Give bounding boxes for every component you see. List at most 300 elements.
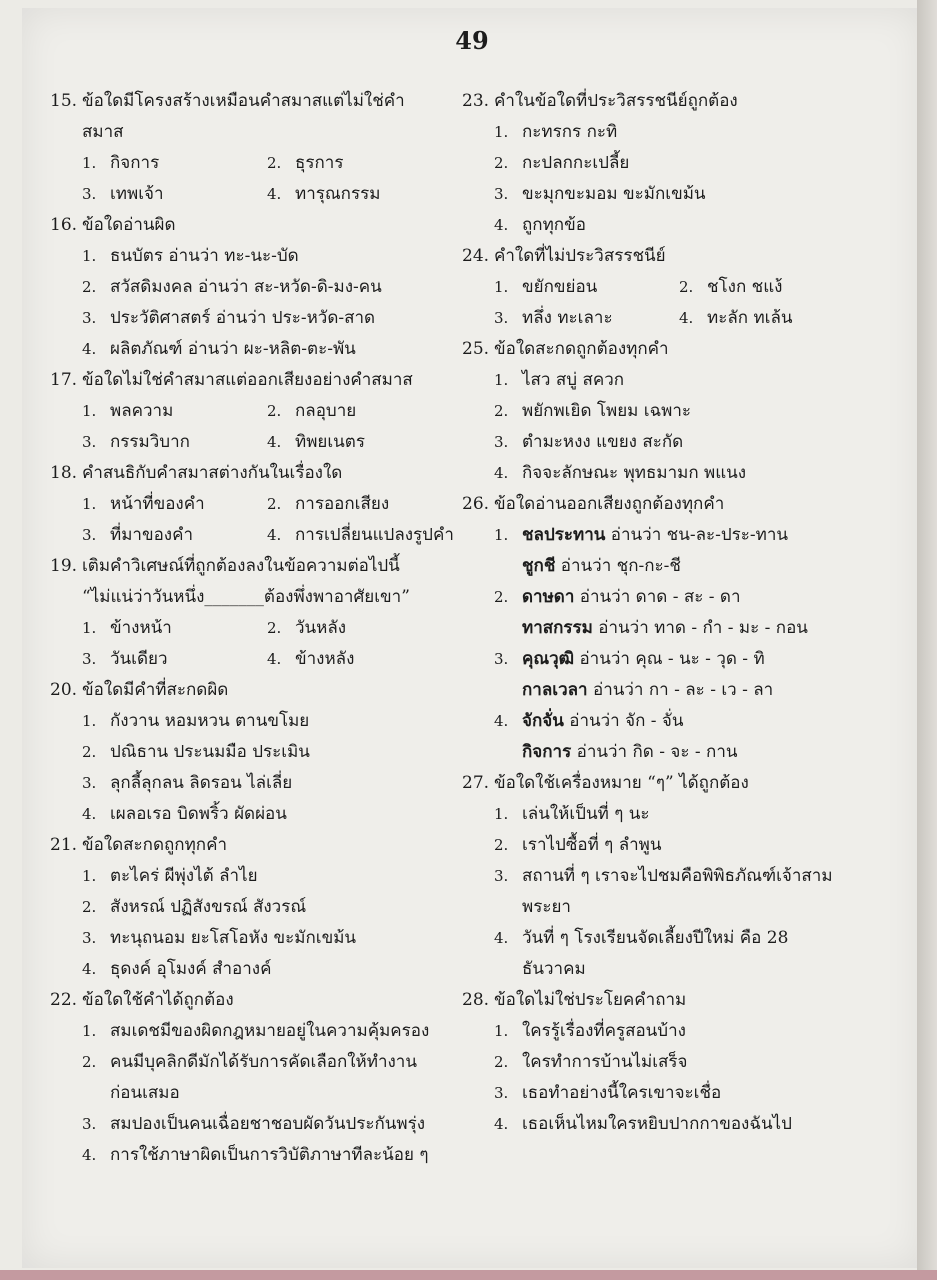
option-line: [494, 799, 872, 830]
option-text: สถานที่ ๆ เราจะไปชมคือพิพิธภัณฑ์เจ้าสาม: [522, 866, 833, 886]
option-line: [494, 861, 872, 892]
answer-option: [82, 1140, 470, 1171]
option-text: ชลประทาน อ่านว่า ชน-ละ-ประ-ทาน: [522, 525, 789, 545]
option-number: 3.: [494, 433, 509, 451]
option-line: [267, 427, 470, 458]
option-line: [494, 582, 872, 613]
option-line: [267, 489, 470, 520]
option-line: [494, 706, 872, 737]
answer-options: [462, 365, 872, 489]
question-line: [462, 334, 872, 365]
page-edge: [917, 0, 937, 1280]
option-number: 2.: [82, 278, 97, 296]
question-line: [462, 241, 872, 272]
answer-options: [50, 706, 470, 830]
option-line: [82, 241, 470, 272]
option-line: [82, 644, 267, 675]
answer-option: [82, 613, 267, 644]
option-text: พยักพเยิด โพยม เฉพาะ: [522, 401, 692, 421]
option-number: 1.: [494, 278, 509, 296]
option-number: 2.: [679, 278, 694, 296]
option-number: 3.: [82, 309, 97, 327]
option-number: 2.: [494, 836, 509, 854]
answer-options: [50, 861, 470, 985]
option-line: [494, 303, 679, 334]
question-line: [462, 86, 872, 117]
question-text: ข้อใดสะกดถูกทุกคำ: [82, 835, 228, 855]
question-number: 28.: [462, 990, 490, 1010]
answer-option: [267, 179, 470, 210]
option-number: 1.: [494, 123, 509, 141]
answer-options: [50, 396, 470, 458]
option-line: [267, 148, 470, 179]
question-text: ข้อใดอ่านผิด: [82, 215, 176, 235]
question-line: [50, 830, 470, 861]
option-number: 2.: [494, 402, 509, 420]
option-number: 4.: [267, 433, 282, 451]
option-number: 1.: [494, 371, 509, 389]
option-text: คุณวุฒิ อ่านว่า คุณ - นะ - วุด - ทิ: [522, 649, 765, 669]
answer-options: [50, 489, 470, 551]
question-text: ข้อใดใช้คำได้ถูกต้อง: [82, 990, 234, 1010]
question-number: 15.: [50, 91, 78, 111]
answer-option: [267, 644, 470, 675]
option-text: กังวาน หอมหวน ตานขโมย: [110, 711, 310, 731]
answer-option: [494, 830, 872, 861]
option-line: [82, 923, 470, 954]
option-number: 1.: [82, 1022, 97, 1040]
question-text: ข้อใดสะกดถูกต้องทุกคำ: [494, 339, 669, 359]
option-number: 2.: [267, 495, 282, 513]
answer-option: [494, 303, 679, 334]
option-text: ที่มาของคำ: [110, 525, 194, 545]
question-line: [50, 985, 470, 1016]
question-line: [50, 551, 470, 582]
option-line: [82, 179, 267, 210]
question-line: [50, 210, 470, 241]
option-number: 2.: [494, 1053, 509, 1071]
option-line: [82, 799, 470, 830]
question-text: เติมคำวิเศษณ์ที่ถูกต้องลงในข้อความต่อไปนี้: [82, 556, 400, 576]
option-text: ธุดงค์ อุโมงค์ สำอางค์: [110, 959, 272, 979]
option-text: ข้างหน้า: [110, 618, 172, 638]
option-text-continued: ก่อนเสมอ: [110, 1083, 180, 1103]
option-number: 3.: [82, 433, 97, 451]
option-line: [82, 954, 470, 985]
answer-option: [82, 334, 470, 365]
option-text: ปณิธาน ประนมมือ ประเมิน: [110, 742, 310, 762]
question-text: ข้อใดมีโครงสร้างเหมือนคำสมาสแต่ไม่ใช่คำ: [82, 91, 405, 111]
option-text: กิจการ: [110, 153, 160, 173]
question: [50, 365, 470, 458]
answer-option: [494, 272, 679, 303]
option-text-continued: ธันวาคม: [522, 959, 586, 979]
answer-option: [82, 489, 267, 520]
option-text: วันที่ ๆ โรงเรียนจัดเลี้ยงปีใหม่ คือ 28: [522, 928, 789, 948]
question-text: คำในข้อใดที่ประวิสรรชนีย์ถูกต้อง: [494, 91, 738, 111]
option-word: กาลเวลา: [522, 680, 588, 700]
option-text: ขยักขย่อน: [522, 277, 598, 297]
option-line: [82, 706, 470, 737]
option-number: 3.: [494, 309, 509, 327]
answer-option: [494, 458, 872, 489]
answer-option: [82, 241, 470, 272]
option-line: [679, 272, 872, 303]
answer-option: [267, 396, 470, 427]
option-line: [494, 365, 872, 396]
option-text-continued: กาลเวลา อ่านว่า กา - ละ - เว - ลา: [522, 680, 774, 700]
option-word: ชลประทาน: [522, 525, 606, 545]
option-line: [82, 334, 470, 365]
question-line: [50, 458, 470, 489]
answer-option: [82, 1047, 470, 1109]
question: [462, 241, 872, 334]
question-text: ข้อใดไม่ใช่คำสมาสแต่ออกเสียงอย่างคำสมาส: [82, 370, 413, 390]
answer-option: [82, 1109, 470, 1140]
question-text: คำใดที่ไม่ประวิสรรชนีย์: [494, 246, 666, 266]
option-text: หน้าที่ของคำ: [110, 494, 205, 514]
question-text: ข้อใดมีคำที่สะกดผิด: [82, 680, 229, 700]
book-page: [22, 8, 922, 1268]
option-line: [82, 303, 470, 334]
question-line: [462, 985, 872, 1016]
option-text: วันหลัง: [295, 618, 347, 638]
left-column: [50, 86, 470, 1171]
option-text: ธนบัตร อ่านว่า ทะ-นะ-บัด: [110, 246, 299, 266]
question-number: 16.: [50, 215, 78, 235]
option-text: ทารุณกรรม: [295, 184, 381, 204]
option-line: [494, 272, 679, 303]
option-number: 4.: [267, 185, 282, 203]
option-number: 1.: [82, 402, 97, 420]
option-line: [494, 210, 872, 241]
answer-option: [267, 489, 470, 520]
option-number: 4.: [494, 464, 509, 482]
option-line: [82, 737, 470, 768]
option-text-continued: กิจการ อ่านว่า กิด - จะ - กาน: [522, 742, 738, 762]
answer-option: [494, 1016, 872, 1047]
option-text: กิจจะลักษณะ พุทธมามก พแนง: [522, 463, 747, 483]
option-text: ไสว สบู่ สควก: [522, 370, 625, 390]
option-text: ตำมะหงง แขยง สะกัด: [522, 432, 684, 452]
option-line: [82, 1016, 470, 1047]
option-number: 4.: [494, 712, 509, 730]
page-number: 49: [455, 26, 489, 55]
option-number: 3.: [494, 867, 509, 885]
option-text: การออกเสียง: [295, 494, 390, 514]
question-text-continued: สมาส: [82, 122, 124, 142]
option-number: 3.: [82, 526, 97, 544]
option-text: ใครทำการบ้านไม่เสร็จ: [522, 1052, 688, 1072]
answer-option: [82, 706, 470, 737]
option-text: ผลิตภัณฑ์ อ่านว่า ผะ-หลิต-ตะ-พัน: [110, 339, 356, 359]
option-line: [494, 1078, 872, 1109]
question-line: [462, 768, 872, 799]
answer-options: [50, 148, 470, 210]
answer-option: [267, 148, 470, 179]
option-number: 1.: [82, 867, 97, 885]
option-text-continued: พระยา: [522, 897, 571, 917]
option-line: [82, 272, 470, 303]
option-text: กะทรกร กะทิ: [522, 122, 618, 142]
answer-options: [462, 117, 872, 241]
option-number: 2.: [267, 619, 282, 637]
answer-option: [82, 892, 470, 923]
option-word: กิจการ: [522, 742, 572, 762]
question-number: 21.: [50, 835, 78, 855]
option-line: [82, 520, 267, 551]
answer-option: [494, 365, 872, 396]
option-number: 2.: [82, 1053, 97, 1071]
answer-option: [82, 148, 267, 179]
option-number: 1.: [494, 526, 509, 544]
option-line: [494, 1047, 872, 1078]
question-text: คำสนธิกับคำสมาสต่างกันในเรื่องใด: [82, 463, 343, 483]
option-line: [494, 520, 872, 551]
answer-options: [50, 1016, 470, 1171]
option-number: 2.: [267, 154, 282, 172]
option-line: [82, 1109, 470, 1140]
question-number: 24.: [462, 246, 490, 266]
question: [462, 334, 872, 489]
option-text: กลอุบาย: [295, 401, 357, 421]
option-word: ดาษดา: [522, 587, 575, 607]
option-number: 4.: [679, 309, 694, 327]
question: [462, 86, 872, 241]
option-text: ข้างหลัง: [295, 649, 355, 669]
question: [50, 458, 470, 551]
question: [50, 551, 470, 675]
option-number: 3.: [82, 1115, 97, 1133]
option-text: กรรมวิบาก: [110, 432, 190, 452]
option-word: ชูกชี: [522, 556, 556, 576]
page-bottom-edge: [0, 1270, 937, 1280]
question-number: 19.: [50, 556, 78, 576]
answer-option: [82, 799, 470, 830]
option-number: 1.: [494, 805, 509, 823]
answer-option: [494, 396, 872, 427]
answer-option: [494, 1078, 872, 1109]
answer-options: [50, 241, 470, 365]
answer-option: [82, 427, 267, 458]
question: [50, 830, 470, 985]
option-number: 1.: [82, 619, 97, 637]
option-text: เผลอเรอ บิดพริ้ว ผัดผ่อน: [110, 804, 287, 824]
right-column: [462, 86, 872, 1140]
question-number: 23.: [462, 91, 490, 111]
option-number: 3.: [82, 650, 97, 668]
option-line: [494, 396, 872, 427]
answer-options: [50, 613, 470, 675]
answer-options: [462, 1016, 872, 1140]
question: [50, 985, 470, 1171]
answer-option: [82, 1016, 470, 1047]
option-number: 3.: [82, 185, 97, 203]
option-text: สมเดชมีของผิดกฎหมายอยู่ในความคุ้มครอง: [110, 1021, 430, 1041]
option-number: 2.: [82, 898, 97, 916]
option-number: 4.: [494, 929, 509, 947]
option-number: 1.: [82, 712, 97, 730]
option-text: เล่นให้เป็นที่ ๆ นะ: [522, 804, 650, 824]
question: [462, 985, 872, 1140]
option-number: 1.: [82, 247, 97, 265]
option-line: [82, 396, 267, 427]
option-number: 3.: [494, 650, 509, 668]
answer-option: [494, 706, 872, 768]
option-line: [82, 861, 470, 892]
option-line: [494, 830, 872, 861]
option-text: พลความ: [110, 401, 174, 421]
option-line: [679, 303, 872, 334]
option-number: 2.: [82, 743, 97, 761]
answer-option: [494, 520, 872, 582]
answer-option: [82, 737, 470, 768]
option-text: กะปลกกะเปลี้ย: [522, 153, 630, 173]
option-number: 2.: [494, 154, 509, 172]
option-number: 3.: [82, 774, 97, 792]
question-text-continued: “ไม่แน่ว่าวันหนึ่ง_______ต้องพึ่งพาอาศัยเขา”: [82, 587, 410, 607]
question-text: ข้อใดใช้เครื่องหมาย “ๆ” ได้ถูกต้อง: [494, 773, 749, 793]
answer-option: [494, 1109, 872, 1140]
option-text: การเปลี่ยนแปลงรูปคำ: [295, 525, 454, 545]
option-number: 1.: [494, 1022, 509, 1040]
option-line: [267, 396, 470, 427]
option-number: 4.: [267, 650, 282, 668]
option-text: ทะลัก ทเล้น: [707, 308, 793, 328]
answer-option: [82, 768, 470, 799]
option-line: [494, 1109, 872, 1140]
option-text: เธอเห็นไหมใครหยิบปากกาของฉันไป: [522, 1114, 792, 1134]
option-word: คุณวุฒิ: [522, 649, 575, 669]
option-text: จักจั่น อ่านว่า จัก - จั่น: [522, 711, 684, 731]
option-text: สมปองเป็นคนเฉื่อยชาชอบผัดวันประกันพรุ่ง: [110, 1114, 426, 1134]
answer-options: [462, 272, 872, 334]
option-number: 2.: [494, 588, 509, 606]
option-word: ทาสกรรม: [522, 618, 593, 638]
answer-option: [494, 427, 872, 458]
option-text: เทพเจ้า: [110, 184, 164, 204]
answer-option: [82, 644, 267, 675]
option-number: 1.: [82, 495, 97, 513]
option-number: 3.: [494, 185, 509, 203]
question-number: 27.: [462, 773, 490, 793]
option-number: 4.: [82, 960, 97, 978]
answer-option: [679, 272, 872, 303]
option-text: สังหรณ์ ปฏิสังขรณ์ สังวรณ์: [110, 897, 307, 917]
option-line: [82, 427, 267, 458]
answer-option: [82, 179, 267, 210]
option-text: ขะมุกขะมอม ขะมักเขม้น: [522, 184, 706, 204]
option-number: 4.: [494, 216, 509, 234]
option-number: 4.: [267, 526, 282, 544]
question-number: 26.: [462, 494, 490, 514]
option-line: [82, 1140, 470, 1171]
answer-option: [494, 179, 872, 210]
option-number: 4.: [82, 1146, 97, 1164]
question-line: [462, 489, 872, 520]
question-line: [50, 365, 470, 396]
option-line: [494, 458, 872, 489]
option-number: 4.: [494, 1115, 509, 1133]
option-text: ใครรู้เรื่องที่ครูสอนบ้าง: [522, 1021, 686, 1041]
option-number: 1.: [82, 154, 97, 172]
answer-option: [82, 954, 470, 985]
option-line: [494, 117, 872, 148]
option-line: [494, 1016, 872, 1047]
option-text: ประวัติศาสตร์ อ่านว่า ประ-หวัด-สาด: [110, 308, 376, 328]
answer-option: [494, 1047, 872, 1078]
option-text: ทะนุถนอม ยะโสโอหัง ขะมักเขม้น: [110, 928, 357, 948]
option-line: [267, 644, 470, 675]
option-text: ชโงก ชแง้: [707, 277, 783, 297]
question: [50, 86, 470, 210]
option-text: เราไปซื้อที่ ๆ ลำพูน: [522, 835, 662, 855]
question: [462, 768, 872, 985]
option-line: [82, 489, 267, 520]
answer-option: [267, 613, 470, 644]
answer-option: [494, 861, 872, 923]
answer-option: [494, 644, 872, 706]
option-line: [494, 644, 872, 675]
option-line: [267, 613, 470, 644]
option-text: ทลึ่ง ทะเลาะ: [522, 308, 613, 328]
option-number: 4.: [82, 805, 97, 823]
question: [50, 210, 470, 365]
answer-option: [679, 303, 872, 334]
option-line: [494, 148, 872, 179]
question-number: 20.: [50, 680, 78, 700]
answer-option: [82, 272, 470, 303]
option-text: วันเดียว: [110, 649, 168, 669]
option-line: [82, 892, 470, 923]
answer-option: [82, 923, 470, 954]
option-text: สวัสดิมงคล อ่านว่า สะ-หวัด-ดิ-มง-คน: [110, 277, 382, 297]
question: [462, 489, 872, 768]
option-number: 3.: [494, 1084, 509, 1102]
answer-option: [494, 210, 872, 241]
question-line: [50, 675, 470, 706]
option-number: 2.: [267, 402, 282, 420]
option-line: [82, 148, 267, 179]
answer-option: [82, 861, 470, 892]
option-text: การใช้ภาษาผิดเป็นการวิบัติภาษาทีละน้อย ๆ: [110, 1145, 429, 1165]
question-text: ข้อใดไม่ใช่ประโยคคำถาม: [494, 990, 687, 1010]
option-text: ทิพยเนตร: [295, 432, 365, 452]
question-number: 17.: [50, 370, 78, 390]
option-text-continued: ชูกชี อ่านว่า ชุก-กะ-ชี: [522, 556, 681, 576]
answer-option: [494, 582, 872, 644]
question-number: 22.: [50, 990, 78, 1010]
option-line: [494, 427, 872, 458]
option-word: จักจั่น: [522, 711, 564, 731]
option-line: [82, 768, 470, 799]
answer-option: [494, 923, 872, 985]
option-line: [267, 520, 470, 551]
option-line: [82, 613, 267, 644]
option-number: 4.: [82, 340, 97, 358]
option-line: [267, 179, 470, 210]
question-text: ข้อใดอ่านออกเสียงถูกต้องทุกคำ: [494, 494, 725, 514]
option-text: คนมีบุคลิกดีมักได้รับการคัดเลือกให้ทำงาน: [110, 1052, 417, 1072]
option-line: [494, 179, 872, 210]
answer-option: [82, 520, 267, 551]
answer-option: [494, 799, 872, 830]
question-line: [50, 86, 470, 117]
option-text: ถูกทุกข้อ: [522, 215, 586, 235]
option-text: ธุรการ: [295, 153, 344, 173]
question: [50, 675, 470, 830]
answer-option: [82, 303, 470, 334]
